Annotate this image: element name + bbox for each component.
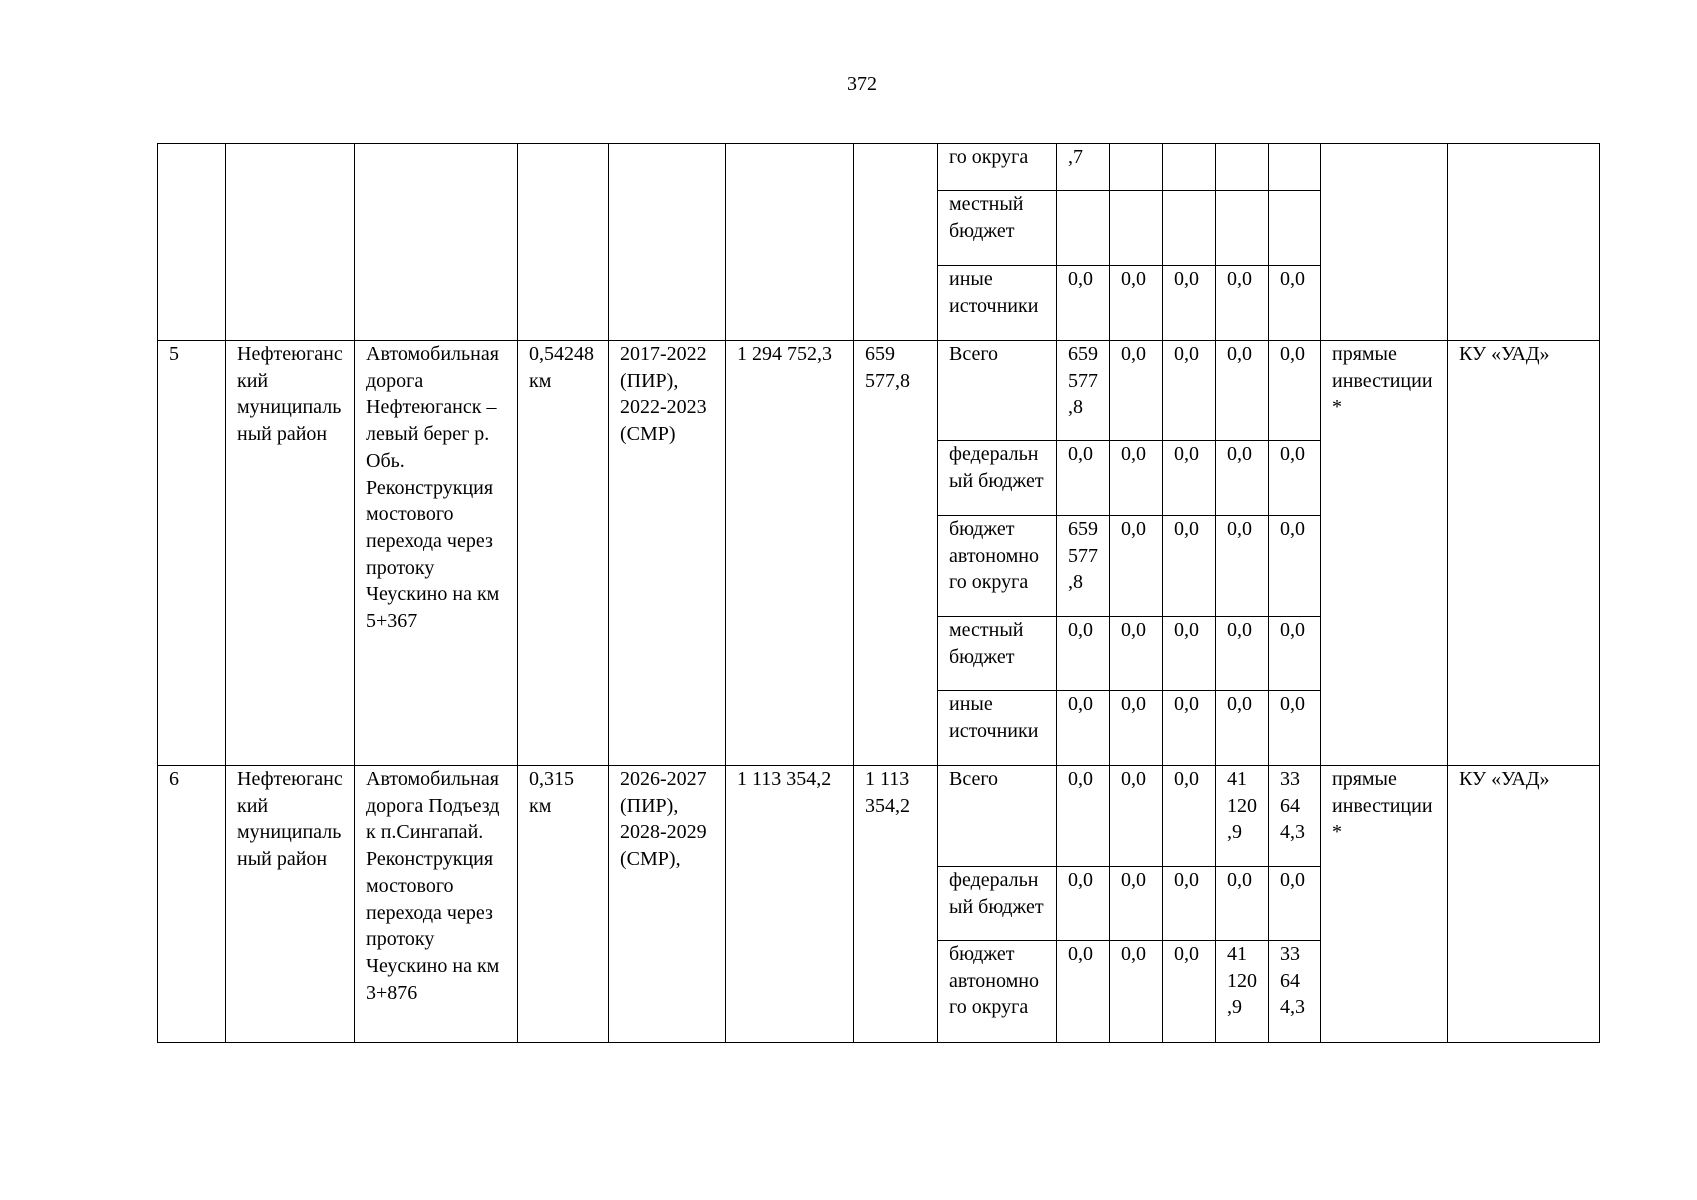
table-row — [158, 766, 1600, 867]
amount-cell: 0,0 — [1216, 691, 1269, 766]
amount-cell: 659 577,8 — [1057, 516, 1110, 617]
total-cost-cell: 1 113 354,2 — [726, 766, 854, 1043]
amount-cell — [1163, 144, 1216, 191]
mechanism-cell: прямые инвестиции * — [1321, 341, 1448, 766]
page-number: 372 — [847, 73, 877, 95]
amount-cell — [1269, 144, 1321, 191]
funding-source-cell: местный бюджет — [938, 191, 1057, 266]
municipality-cell: Нефтеюганский муниципальный район — [226, 341, 355, 766]
amount-cell: 0,0 — [1216, 441, 1269, 516]
total-cost-cell — [726, 144, 854, 341]
amount-cell: 0,0 — [1163, 941, 1216, 1043]
amount-cell: 0,0 — [1269, 441, 1321, 516]
customer-cell: КУ «УАД» — [1448, 341, 1600, 766]
amount-cell: 0,0 — [1057, 941, 1110, 1043]
amount-cell: 0,0 — [1269, 691, 1321, 766]
amount-cell: 33 644,3 — [1269, 941, 1321, 1043]
object-cell — [355, 144, 518, 341]
row-number-cell: 5 — [158, 341, 226, 766]
amount-cell: 0,0 — [1110, 617, 1163, 691]
amount-cell: 0,0 — [1057, 867, 1110, 941]
amount-cell: 0,0 — [1269, 867, 1321, 941]
amount-cell: 0,0 — [1057, 691, 1110, 766]
amount-cell: 0,0 — [1163, 266, 1216, 341]
amount-cell — [1216, 144, 1269, 191]
capacity-cell: 0,315 км — [518, 766, 609, 1043]
funding-source-cell: местный бюджет — [938, 617, 1057, 691]
municipality-cell: Нефтеюганский муниципальный район — [226, 766, 355, 1043]
amount-cell: 33 644,3 — [1269, 766, 1321, 867]
funding-source-cell: Всего — [938, 766, 1057, 867]
municipality-cell — [226, 144, 355, 341]
amount-cell: 0,0 — [1110, 941, 1163, 1043]
funding-source-cell: федеральный бюджет — [938, 867, 1057, 941]
amount-cell: 0,0 — [1057, 766, 1110, 867]
funding-source-cell: иные источники — [938, 691, 1057, 766]
amount-cell: 41 120,9 — [1216, 766, 1269, 867]
funding-source-cell: го округа — [938, 144, 1057, 191]
amount-cell — [1057, 191, 1110, 266]
customer-cell: КУ «УАД» — [1448, 766, 1600, 1043]
amount-cell: 0,0 — [1163, 766, 1216, 867]
table-body — [158, 144, 1600, 1043]
object-cell: Автомобильная дорога Нефтеюганск – левый берег р. Обь. Реконструкция мостового перехода через протоку Чеускино на км 5+367 — [355, 341, 518, 766]
funding-source-cell: Всего — [938, 341, 1057, 441]
capacity-cell — [518, 144, 609, 341]
capacity-cell: 0,54248 км — [518, 341, 609, 766]
object-cell: Автомобильная дорога Подъезд к п.Сингапай. Реконструкция мостового перехода через протоку Чеускино на км 3+876 — [355, 766, 518, 1043]
funding-source-cell: бюджет автономного округа — [938, 516, 1057, 617]
amount-cell: 0,0 — [1110, 691, 1163, 766]
amount-cell: 0,0 — [1216, 341, 1269, 441]
amount-cell: 0,0 — [1110, 516, 1163, 617]
amount-cell: 0,0 — [1216, 516, 1269, 617]
amount-cell: 0,0 — [1110, 266, 1163, 341]
remaining-cost-cell — [854, 144, 938, 341]
amount-cell: 0,0 — [1163, 441, 1216, 516]
amount-cell: 0,0 — [1216, 617, 1269, 691]
customer-cell — [1448, 144, 1600, 341]
amount-cell: 0,0 — [1110, 341, 1163, 441]
amount-cell: 0,0 — [1269, 341, 1321, 441]
amount-cell — [1110, 191, 1163, 266]
amount-cell: 0,0 — [1269, 266, 1321, 341]
amount-cell: 0,0 — [1057, 266, 1110, 341]
amount-cell: 659 577,8 — [1057, 341, 1110, 441]
amount-cell: 0,0 — [1163, 867, 1216, 941]
period-cell: 2026-2027 (ПИР), 2028-2029 (СМР), — [609, 766, 726, 1043]
amount-cell: 0,0 — [1163, 617, 1216, 691]
amount-cell: 0,0 — [1110, 766, 1163, 867]
remaining-cost-cell: 659 577,8 — [854, 341, 938, 766]
total-cost-cell: 1 294 752,3 — [726, 341, 854, 766]
row-number-cell: 6 — [158, 766, 226, 1043]
funding-source-cell: федеральный бюджет — [938, 441, 1057, 516]
amount-cell: 0,0 — [1269, 617, 1321, 691]
amount-cell: 0,0 — [1163, 516, 1216, 617]
mechanism-cell: прямые инвестиции * — [1321, 766, 1448, 1043]
mechanism-cell — [1321, 144, 1448, 341]
remaining-cost-cell: 1 113 354,2 — [854, 766, 938, 1043]
amount-cell — [1269, 191, 1321, 266]
amount-cell: 0,0 — [1057, 617, 1110, 691]
amount-cell: 41 120,9 — [1216, 941, 1269, 1043]
amount-cell: 0,0 — [1216, 266, 1269, 341]
amount-cell: ,7 — [1057, 144, 1110, 191]
amount-cell — [1110, 144, 1163, 191]
amount-cell: 0,0 — [1269, 516, 1321, 617]
table-row — [158, 341, 1600, 441]
amount-cell: 0,0 — [1057, 441, 1110, 516]
row-number-cell — [158, 144, 226, 341]
investment-table — [157, 143, 1600, 1043]
amount-cell: 0,0 — [1110, 867, 1163, 941]
funding-source-cell: бюджет автономного округа — [938, 941, 1057, 1043]
amount-cell: 0,0 — [1163, 341, 1216, 441]
table-row — [158, 144, 1600, 191]
amount-cell: 0,0 — [1163, 691, 1216, 766]
amount-cell — [1163, 191, 1216, 266]
amount-cell: 0,0 — [1110, 441, 1163, 516]
funding-source-cell: иные источники — [938, 266, 1057, 341]
amount-cell: 0,0 — [1216, 867, 1269, 941]
period-cell: 2017-2022 (ПИР), 2022-2023 (СМР) — [609, 341, 726, 766]
period-cell — [609, 144, 726, 341]
amount-cell — [1216, 191, 1269, 266]
